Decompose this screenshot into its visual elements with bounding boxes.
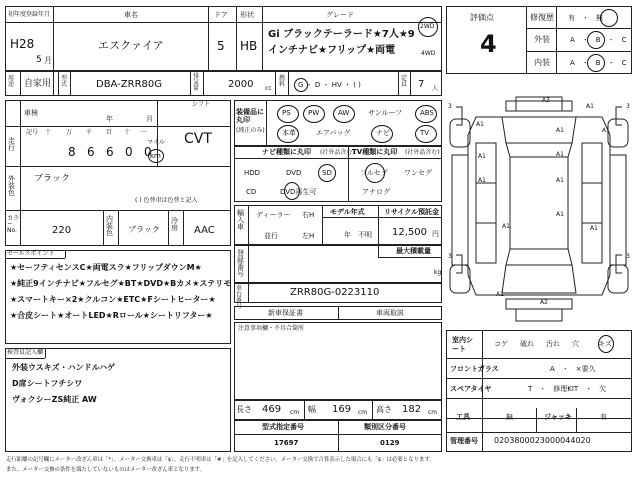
recycle-value: 12,500 — [392, 227, 427, 238]
spare-options: T ・ 修理KIT ・ 欠 — [528, 385, 607, 393]
reg-year-label: 初年度登録年月 — [8, 11, 51, 18]
model-year-value: 年 不明 — [344, 231, 372, 239]
capacity-label: 定員 — [401, 75, 408, 88]
year-label: 年 — [106, 115, 113, 123]
month-value: 5 — [36, 55, 42, 65]
sales-label: セールスポイント — [7, 250, 55, 257]
equip-circle — [277, 125, 299, 143]
diagram-code: A1 — [586, 103, 594, 110]
length-unit: cm — [290, 409, 300, 416]
month-label: 月 — [146, 115, 153, 123]
spare-label: スペアタイヤ — [450, 385, 492, 393]
ext-circle — [587, 31, 605, 49]
diagram-code: A1 — [602, 127, 610, 134]
shape-label: 形状 — [240, 11, 254, 19]
int-label: 内装 — [534, 58, 550, 67]
mileage-unit: 一 — [140, 129, 147, 136]
model-label: 型式 — [61, 75, 68, 88]
drive-2wd: 2WD — [420, 23, 435, 30]
eval-label: 評価点 — [470, 13, 494, 22]
diagram-code: A1 — [556, 127, 564, 134]
sales-line: ★純正9インチナビ★フルセグ★BT★DVD★Bカメ★ステリモ — [10, 279, 232, 288]
month-unit: 月 — [44, 56, 52, 65]
doors-value: 5 — [217, 39, 225, 53]
diagram-code: A1 — [556, 177, 564, 184]
displacement-value: 2000 — [228, 79, 254, 90]
grade-line2: インチナビ★フリップ★両電 — [268, 45, 396, 56]
equip-item: エアバッグ — [316, 129, 351, 137]
fuel-circle — [294, 78, 308, 92]
seat-item: 破れ — [520, 340, 534, 348]
bracket-mark-3: 3 — [448, 253, 452, 260]
equip-item: ABS — [420, 109, 434, 117]
width-value: 169 — [332, 404, 352, 415]
equip-item: 本革 — [282, 129, 296, 137]
length-value: 469 — [262, 404, 282, 415]
diagram-code: A1 — [478, 153, 486, 160]
int-circle — [587, 54, 605, 72]
footer-line1: 走行距離の記号欄にメーター改ざん車は「*」、メーター交換車は「$」、走行不明車は「#」を記入してください。メーター交換で合算表示した場合にも「$」は必要となります。 — [6, 457, 435, 463]
tv-label: TV種類に丸印 — [352, 148, 398, 156]
model-value: DBA-ZRR80G — [96, 79, 163, 90]
model-year-label: モデル年式 — [330, 208, 365, 216]
left-hand: 左H — [302, 232, 315, 240]
interior-label: 内装色 — [106, 215, 113, 237]
tv-sub: (社外品含む) — [405, 149, 440, 156]
mileage-unit: 十 — [124, 129, 131, 136]
mileage-unit: 千 — [86, 129, 93, 136]
inspector-line: ヴォクシーZS純正 AW — [12, 395, 97, 404]
navi-item: DVD — [286, 169, 302, 177]
width-unit: cm — [358, 409, 368, 416]
equip-item: AW — [338, 109, 350, 117]
height-value: 182 — [402, 404, 422, 415]
height-label: 高さ — [376, 405, 392, 414]
yen-unit: 円 — [432, 230, 439, 238]
car-name: エスクァイア — [98, 39, 164, 52]
eval-score: 4 — [480, 30, 497, 58]
color-label: 外装色 — [8, 175, 15, 197]
notes-box — [234, 322, 442, 400]
sales-line: ★合皮シート★オートLED★Rロール★シートリフター★ — [10, 311, 213, 320]
inspector-label: 検査員記入欄 — [7, 349, 44, 356]
sales-line: ★スマートキー×2★クルコン★ETC★Fシートヒーター★ — [10, 295, 216, 304]
mgmt-label: 管理番号 — [450, 437, 478, 445]
equip-sub: (純正のみ) — [236, 127, 265, 134]
shift-value: CVT — [184, 131, 212, 147]
navi-circle-sd — [318, 164, 336, 182]
cc-unit: cc — [265, 85, 272, 92]
equip-circle — [415, 105, 437, 123]
type-spec-value: 17697 — [274, 439, 299, 447]
jack-value: 有 — [600, 413, 607, 421]
diagram-code: A2 — [540, 299, 548, 306]
grade-line1: Gi ブラックテーラード★7人★9 — [268, 29, 415, 40]
diagram-code: A1 — [476, 121, 484, 128]
width-label: 幅 — [308, 405, 316, 414]
equip-item: TV — [420, 129, 430, 137]
diagram-code: A1 — [556, 211, 564, 218]
seat-circle — [598, 335, 614, 353]
diagram-code: A1 — [496, 291, 504, 298]
equip-circle — [333, 105, 355, 123]
km-label: km — [150, 152, 161, 160]
chassis-value: ZRR80G-0223110 — [290, 287, 380, 298]
navi-circle-dvd — [284, 182, 300, 200]
footer-line2: また、メーター交換の条件を満たしていないものはメーター改ざん車となります。 — [6, 467, 206, 473]
navi-label: ナビ種類に丸印 — [262, 148, 311, 156]
mileage-digit: 6 — [87, 145, 95, 159]
class-label: 類別区分番号 — [364, 423, 406, 431]
ac-value: AAC — [194, 225, 215, 236]
type-spec-label: 型式指定番号 — [262, 423, 304, 431]
navi-item: CD — [246, 188, 257, 196]
mileage-unit: 十 — [45, 129, 52, 136]
repair-options: 有 ・ 無 — [568, 14, 603, 22]
equip-circle — [277, 105, 299, 123]
navi-item: SD — [322, 169, 332, 177]
tv-circle — [365, 163, 385, 183]
import-label: 輸入車 — [237, 209, 244, 231]
use-value: 自家用 — [24, 79, 52, 89]
sales-line: ★セーフティセンスC★両電スラ★フリップダウンM★ — [10, 263, 202, 272]
kg-unit: kg — [434, 269, 442, 276]
seat-item: 穴 — [572, 340, 579, 348]
color-no-label: カラーNo. — [7, 215, 20, 234]
int-options: A ・ B ・ C — [570, 59, 627, 67]
repair-circle — [600, 9, 618, 27]
diagram-code: A1 — [502, 223, 510, 230]
use-label: 用途 — [8, 75, 15, 88]
equip-circle — [303, 105, 325, 123]
dealer-label: ディーラー — [256, 211, 291, 219]
seat-item: コゲ — [494, 340, 508, 348]
fuel-options: G ・ D ・ HV ・ ( ) — [298, 81, 361, 89]
ext-options: A ・ B ・ C — [570, 36, 627, 44]
era-value: H28 — [10, 37, 35, 51]
recycle-label: リサイクル預託金 — [384, 208, 440, 216]
interior-seat-label: 室内シート — [452, 336, 473, 354]
equip-circle — [371, 125, 393, 143]
seat-item: 汚れ — [546, 340, 560, 348]
inspector-line: 外装ウスキズ・ハンドルハゲ — [12, 363, 116, 372]
mileage-digit: 0 — [144, 145, 152, 159]
mileage-digit: 8 — [68, 145, 76, 159]
navi-item: HDD — [244, 169, 261, 177]
mile-label: マイル — [147, 139, 165, 146]
door-label: ドア — [214, 11, 228, 19]
ext-label: 外装 — [534, 35, 550, 44]
color-note: ( ) 色替車は色替と記入 — [135, 197, 198, 204]
diagram-code: A1 — [478, 177, 486, 184]
length-label: 長さ — [236, 405, 252, 414]
shift-label: シフト — [192, 101, 211, 108]
height-unit: cm — [428, 409, 438, 416]
tv-item: フルセグ — [360, 169, 388, 177]
class-value: 0129 — [380, 439, 400, 447]
capacity-value: 7 — [418, 79, 425, 90]
diagram-code: A1 — [590, 225, 598, 232]
equip-item: PW — [308, 109, 320, 117]
navi-sub: (社外品含む) — [320, 149, 355, 156]
bracket-mark-1: 3 — [448, 103, 452, 110]
jack-label: ジャッキ — [544, 413, 572, 421]
tools-label: 工具 — [456, 413, 470, 421]
manual: 車両取説 — [376, 309, 404, 317]
windshield-label: フロントガラス — [450, 365, 499, 373]
tools-value: 無 — [506, 413, 513, 421]
reg-no-label: 登録番号 — [237, 249, 244, 278]
tv-item: アナログ — [362, 188, 390, 196]
tv-item: ワンセグ — [404, 169, 432, 177]
inspection-label: 車検 — [24, 109, 38, 117]
equip-item: ナビ — [376, 129, 390, 137]
notes-label: 注意事項欄・不具合箇所 — [238, 325, 305, 332]
bracket-mark-2: 3 — [626, 103, 630, 110]
seat-item: キズ — [598, 340, 612, 348]
mileage-unit: 記号 — [26, 129, 39, 136]
navi-item: DVD再生可 — [280, 188, 317, 196]
color-value: ブラック — [34, 174, 70, 184]
mileage-label: 走行 — [8, 137, 15, 152]
grade-label: グレード — [326, 11, 354, 19]
right-hand: 右H — [302, 211, 315, 219]
repair-label: 修復歴 — [530, 13, 554, 22]
equip-label: 装備品に丸印 — [236, 108, 264, 125]
mgmt-value: 0203800023000044020 — [494, 436, 591, 445]
color-no-value: 220 — [52, 225, 72, 236]
inspector-line: D席シートフチシワ — [12, 379, 83, 388]
max-load-label: 最大積載量 — [396, 247, 431, 255]
chassis-label: 車台番号 — [236, 285, 243, 310]
parallel-label: 並行 — [264, 232, 278, 240]
equip-item: サンルーフ — [368, 109, 403, 117]
displacement-label: 排気量 — [193, 73, 200, 92]
new-warranty: 新車保証書 — [268, 309, 303, 317]
capacity-unit: 人 — [432, 85, 439, 92]
mileage-digit: 0 — [125, 145, 133, 159]
equip-item: PS — [282, 109, 291, 117]
mileage-unit: 百 — [106, 129, 113, 136]
mileage-digit: 6 — [106, 145, 114, 159]
bracket-mark-4: 3 — [626, 253, 630, 260]
drive-4wd: 4WD — [421, 50, 436, 57]
shape-value: HB — [240, 39, 258, 53]
mileage-unit: 万 — [66, 129, 73, 136]
ac-label: 冷房 — [171, 217, 178, 232]
interior-color: ブラック — [128, 225, 160, 234]
diagram-code: A3 — [542, 97, 550, 104]
fuel-label: 燃料 — [279, 75, 286, 88]
equip-circle — [415, 125, 437, 143]
car-name-label: 車名 — [124, 11, 138, 19]
windshield-options: A ・ ×要久 — [550, 365, 596, 373]
diagram-code: A1 — [556, 151, 564, 158]
